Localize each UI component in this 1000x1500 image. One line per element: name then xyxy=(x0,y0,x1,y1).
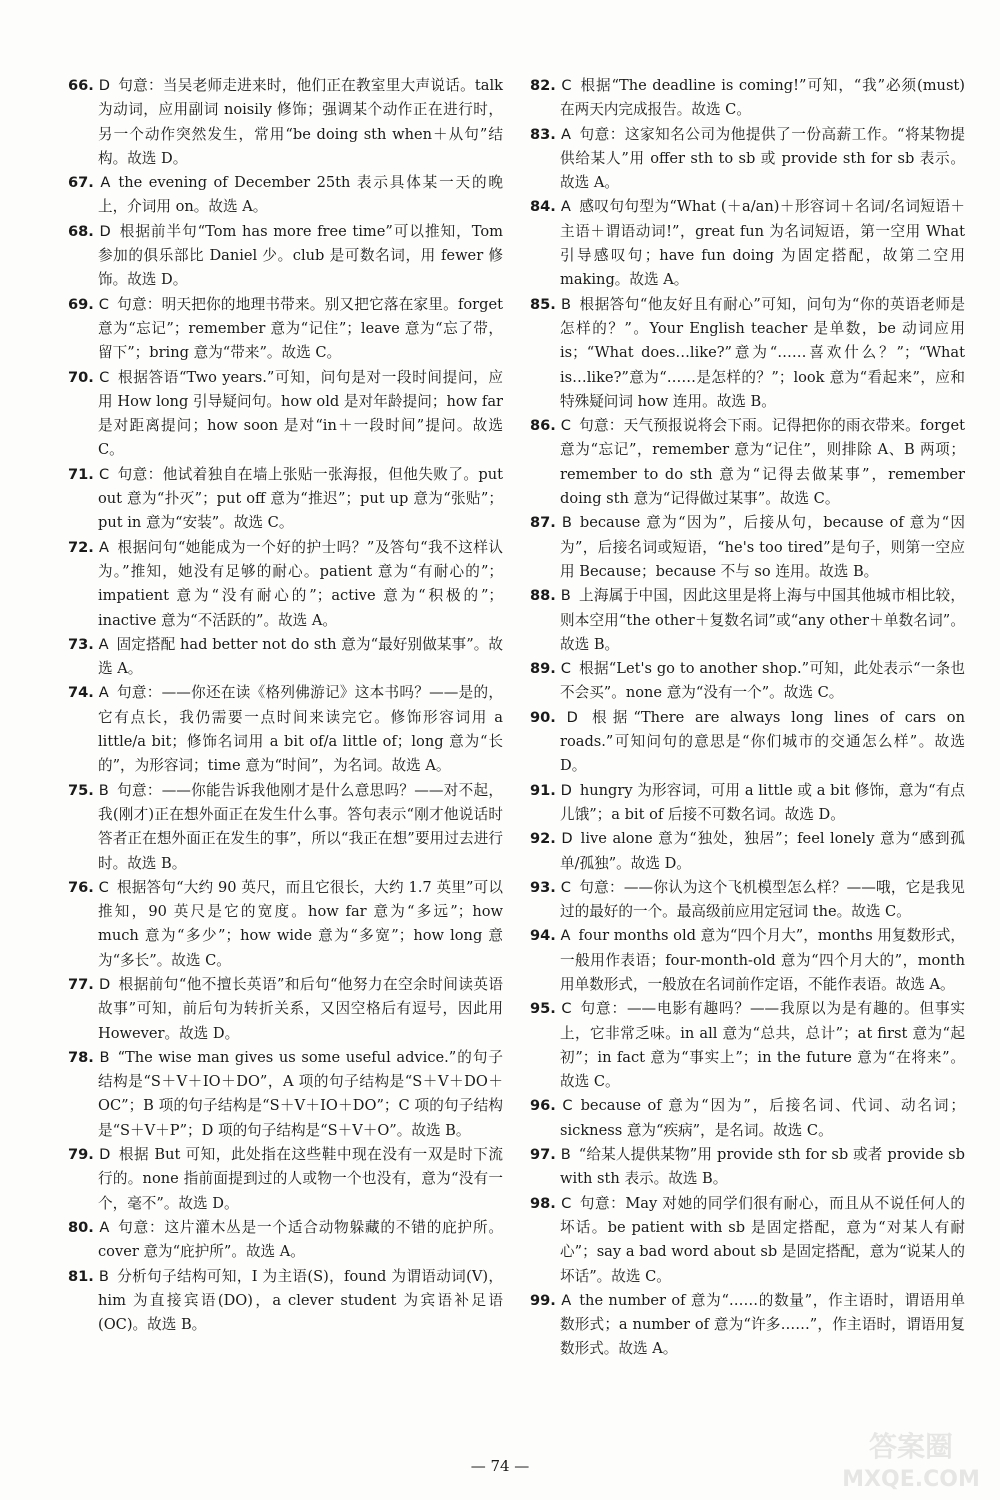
explanation-text: 根据“The deadline is coming!”可知，“我”必须(must)在两天内完成报告。故选 C。 xyxy=(560,77,965,119)
answer-letter: B xyxy=(560,1146,571,1164)
answer-entry xyxy=(68,366,503,463)
explanation-text: the number of 意为“……的数量”，作主语时，谓语用单数形式；a number of 意为“许多……”，作主语时，谓语用复数形式。故选 A。 xyxy=(560,1291,965,1358)
question-number: 86. xyxy=(530,417,556,435)
answer-letter: A xyxy=(100,174,111,192)
answer-entry xyxy=(530,924,965,997)
answer-letter: C xyxy=(562,1097,573,1115)
explanation-text: 句意：天气预报说将会下雨。记得把你的雨衣带来。forget 意为“忘记”，remember 意为“记住”，则排除 A、B 两项；remember to do sth 意为“记得去做某事”，remember doing sth 意为“记得做过某事”。故选 C。 xyxy=(560,417,966,508)
answer-letter: D xyxy=(560,781,572,799)
explanation-text: 根据答句“他友好且有耐心”可知，问句为“你的英语老师是怎样的？”。Your English teacher 是单数，be 动词应用 is；“What does…like?”意为“……喜欢什么？”；“What is…like?”意为“……是怎样的？”；look 意为“看起来”，应和特殊疑问词 how 连用。故选 B。 xyxy=(560,295,965,410)
explanation-text: “The wise man gives us some useful advice.”的句子结构是“S＋V＋IO＋DO”，A 项的句子结构是“S＋V＋DO＋OC”；B 项的句子结构是“S＋V＋IO＋DO”；C 项的句子结构是“S＋V＋P”；D 项的句子结构是“S＋V＋O”。故选 B。 xyxy=(98,1048,503,1139)
explanation-text: 句意：这片灌木丛是一个适合动物躲藏的不错的庇护所。cover 意为“庇护所”。故选 A。 xyxy=(98,1218,503,1261)
answer-letter: A xyxy=(560,927,571,945)
answer-entry xyxy=(68,973,503,1046)
question-number: 98. xyxy=(530,1194,556,1212)
explanation-text: 根据答句“大约 90 英尺，而且它很长，大约 1.7 英里”可以推知，90 英尺是它的宽度。how far 意为“多远”；how much 意为“多少”；how wide 意为“多宽”；how long 意为“多长”。故选 C。 xyxy=(98,878,504,969)
answer-entry xyxy=(68,876,503,973)
explanation-text: live alone 意为“独处，独居”；feel lonely 意为“感到孤单/孤独”。故选 D。 xyxy=(560,830,966,872)
answer-entry xyxy=(530,876,965,925)
answer-entry xyxy=(530,414,965,511)
watermark-line1: 答案圈 xyxy=(868,1430,954,1463)
explanation-text: 根据答语“Two years.”可知，问句是对一段时间提问，应用 How long 引导疑问句。how old 是对年龄提问；how far 是对距离提问；how soon 是对“in＋一段时间”提问。故选 C。 xyxy=(98,368,503,459)
question-number: 96. xyxy=(530,1097,556,1115)
answer-letter: C xyxy=(561,1000,572,1018)
left-column xyxy=(68,74,503,1337)
answer-letter: B xyxy=(561,295,572,313)
page-number: — 74 — xyxy=(470,1457,530,1475)
question-number: 91. xyxy=(530,781,556,799)
answer-letter: D xyxy=(566,708,578,726)
answer-entry xyxy=(68,463,503,536)
question-number: 95. xyxy=(530,1000,556,1018)
question-number: 88. xyxy=(530,587,556,605)
explanation-text: hungry 为形容词，可用 a little 或 a bit 修饰，意为“有点儿饿”；a bit of 后接不可数名词。故选 D。 xyxy=(560,781,966,823)
answer-letter: B xyxy=(98,1267,109,1285)
answer-letter: A xyxy=(99,538,109,556)
answer-entry xyxy=(530,1094,965,1143)
answer-letter: C xyxy=(561,1194,572,1212)
explanation-text: because 意为“因为”，后接从句，because of 意为“因为”，后接名词或短语，“he's too tired”是句子，则第一空应用 Because；because 不与 so 连用。故选 B。 xyxy=(560,514,965,580)
answer-letter: A xyxy=(561,125,572,143)
answer-letter: C xyxy=(560,878,571,896)
answer-letter: C xyxy=(98,465,110,483)
explanation-text: 固定搭配 had better not do sth 意为“最好别做某事”。故选 A。 xyxy=(98,635,503,678)
answer-letter: B xyxy=(98,781,109,799)
explanation-text: because of 意为“因为”，后接名词、代词、动名词；sickness 意为“疾病”，是名词。故选 C。 xyxy=(560,1097,965,1139)
answer-entry xyxy=(530,1289,965,1362)
explanation-text: 句意：他试着独自在墙上张贴一张海报，但他失败了。put out 意为“扑灭”；put off 意为“推迟”；put up 意为“张贴”；put in 意为“安装”。故选 C。 xyxy=(98,465,504,532)
question-number: 83. xyxy=(530,125,556,143)
question-number: 85. xyxy=(530,295,556,313)
explanation-text: the evening of December 25th 表示具体某一天的晚上，介词用 on。故选 A。 xyxy=(98,174,503,216)
answer-entry xyxy=(530,511,965,584)
question-number: 90. xyxy=(530,708,556,726)
explanation-text: 句意：这家知名公司为他提供了一份高薪工作。“将某物提供给某人”用 offer sth to sb 或 provide sth for sb 表示。故选 A。 xyxy=(560,125,965,192)
question-number: 68. xyxy=(68,222,94,240)
answer-entry xyxy=(68,536,503,633)
explanation-text: 根据“Let's go to another shop.”可知，此处表示“一条也不会买”。none 意为“没有一个”。故选 C。 xyxy=(560,660,965,702)
answer-entry xyxy=(68,633,503,682)
answer-entry xyxy=(530,1192,965,1289)
question-number: 84. xyxy=(530,198,556,216)
answer-letter: C xyxy=(99,368,110,386)
answer-entry xyxy=(68,220,503,293)
explanation-text: 根据前半句“Tom has more free time”可以推知，Tom 参加的俱乐部比 Daniel 少。club 是可数名词，用 fewer 修饰。故选 D。 xyxy=(98,222,503,289)
question-number: 72. xyxy=(68,538,94,556)
question-number: 87. xyxy=(530,514,556,532)
answer-entry xyxy=(68,1265,503,1338)
explanation-text: 句意：——你认为这个飞机模型怎么样？——哦，它是我见过的最好的一个。最高级前应用定冠词 the。故选 C。 xyxy=(560,878,965,921)
answer-entry xyxy=(530,827,965,876)
explanation-text: 上海属于中国，因此这里是将上海与中国其他城市相比较，则本空用“the other＋复数名词”或“any other＋单数名词”。故选 B。 xyxy=(560,587,965,653)
answer-entry xyxy=(530,997,965,1094)
explanation-text: four months old 意为“四个月大”，months 用复数形式，一般用作表语；four-month-old 意为“四个月大的”，month 用单数形式，一般放在名词前作定语，不能作表语。故选 A。 xyxy=(560,927,966,993)
explanation-text: 句意：May 对她的同学们很有耐心，而且从不说任何人的坏话。be patient with sb 是固定搭配，意为“对某人有耐心”；say a bad word about sb 是固定搭配，意为“说某人的坏话”。故选 C。 xyxy=(560,1194,966,1285)
explanation-text: 句意：明天把你的地理书带来。别又把它落在家里。forget 意为“忘记”；remember 意为“记住”；leave 意为“忘了带，留下”；bring 意为“带来”。故选 C。 xyxy=(98,295,504,362)
answer-letter: C xyxy=(560,417,571,435)
answer-letter: A xyxy=(98,635,109,653)
explanation-text: 感叹句句型为“What (＋a/an)＋形容词＋名词/名词短语＋主语＋谓语动词!”，great fun 为名词短语，第一空用 What 引导感叹句；have fun doing 为固定搭配，故第二空用 making。故选 A。 xyxy=(560,198,965,289)
answer-entry xyxy=(68,1143,503,1216)
explanation-text: “给某人提供某物”用 provide sth for sb 或者 provide sb with sth 表示。故选 B。 xyxy=(560,1146,966,1188)
answer-entry xyxy=(530,657,965,706)
explanation-text: 句意：——你还在读《格列佛游记》这本书吗？——是的，它有点长，我仍需要一点时间来读完它。修饰形容词用 a little/a bit；修饰名词用 a bit of/a little of；long 意为“长的”，为形容词；time 意为“时间”，为名词。故选 A。 xyxy=(98,684,503,775)
explanation-text: 分析句子结构可知，I 为主语(S)，found 为谓语动词(V)，him 为直接宾语(DO)，a clever student 为宾语补足语(OC)。故选 B。 xyxy=(98,1267,503,1334)
answer-letter: B xyxy=(561,514,572,532)
right-column xyxy=(530,74,965,1362)
question-number: 75. xyxy=(68,781,94,799)
answer-entry xyxy=(530,584,965,657)
question-number: 71. xyxy=(68,465,94,483)
answer-entry xyxy=(68,779,503,876)
explanation-text: 句意：当吴老师走进来时，他们正在教室里大声说话。talk 为动词，应用副词 noisily 修饰；强调某个动作正在进行时，另一个动作突然发生，常用“be doing sth when＋从句”结构。故选 D。 xyxy=(98,77,503,167)
explanation-text: 根据 But 可知，此处指在这些鞋中现在没有一双是时下流行的。none 指前面提到过的人或物一个也没有，意为“没有一个，毫不”。故选 D。 xyxy=(98,1146,503,1212)
answer-letter: D xyxy=(99,222,111,240)
answer-entry xyxy=(68,293,503,366)
question-number: 97. xyxy=(530,1146,556,1164)
question-number: 77. xyxy=(68,975,94,993)
answer-entry xyxy=(68,171,503,220)
answer-letter: A xyxy=(98,684,109,702)
answer-entry xyxy=(68,1046,503,1143)
answer-letter: A xyxy=(561,1291,572,1309)
answer-letter: D xyxy=(98,77,111,94)
question-number: 70. xyxy=(68,368,94,386)
question-number: 92. xyxy=(530,830,556,848)
watermark-line2: MXQE.COM xyxy=(842,1467,980,1492)
answer-entry xyxy=(530,1143,965,1192)
question-number: 66. xyxy=(68,77,94,94)
answer-letter: C xyxy=(98,295,109,313)
explanation-text: 句意：——你能告诉我他刚才是什么意思吗？——对不起，我(刚才)正在想外面正在发生什么事。答句表示“刚才他说话时答者正在想外面正在发生的事”，所以“我正在想”要用过去进行时。故选 B。 xyxy=(98,781,503,872)
explanation-text: 根据问句“她能成为一个好的护士吗？”及答句“我不这样认为。”推知，她没有足够的耐心。patient 意为“有耐心的”；impatient 意为“没有耐心的”；active 意为“积极的”；inactive 意为“不活跃的”。故选 A。 xyxy=(98,538,503,629)
answer-entry xyxy=(530,293,965,414)
explanation-text: 根据前句“他不擅长英语”和后句“他努力在空余时间读英语故事”可知，前后句为转折关系，又因空格后有逗号，因此用 However。故选 D。 xyxy=(98,975,503,1042)
answer-entry xyxy=(68,1216,503,1265)
question-number: 80. xyxy=(68,1218,94,1236)
answer-entry xyxy=(530,195,965,292)
answer-letter: B xyxy=(560,587,571,605)
answer-entry xyxy=(530,779,965,828)
question-number: 74. xyxy=(68,684,94,702)
question-number: 76. xyxy=(68,878,94,896)
question-number: 82. xyxy=(530,77,556,94)
question-number: 99. xyxy=(530,1291,556,1309)
answer-entry xyxy=(530,123,965,196)
question-number: 81. xyxy=(68,1267,94,1285)
question-number: 79. xyxy=(68,1146,94,1164)
explanation-text: 根据“There are always long lines of cars on roads.”可知问句的意思是“你们城市的交通怎么样”。故选 D。 xyxy=(560,708,965,775)
answer-letter: C xyxy=(560,660,571,678)
question-number: 73. xyxy=(68,635,94,653)
answer-letter: D xyxy=(561,830,573,848)
answer-letter: B xyxy=(99,1048,110,1066)
answer-letter: C xyxy=(561,77,572,94)
explanation-text: 句意：——电影有趣吗？——我原以为是有趣的。但事实上，它非常乏味。in all 意为“总共，总计”；at first 意为“起初”；in fact 意为“事实上”；in the future 意为“在将来”。故选 C。 xyxy=(560,1000,965,1091)
question-number: 67. xyxy=(68,174,94,192)
answer-entry xyxy=(530,74,965,123)
answer-entry xyxy=(68,681,503,778)
answer-letter: A xyxy=(99,1218,110,1236)
question-number: 94. xyxy=(530,927,556,945)
question-number: 93. xyxy=(530,878,556,896)
answer-entry xyxy=(530,706,965,779)
answer-letter: A xyxy=(560,198,571,216)
answer-letter: D xyxy=(99,1146,111,1164)
question-number: 69. xyxy=(68,295,94,313)
answer-entry xyxy=(68,74,503,171)
question-number: 78. xyxy=(68,1048,94,1066)
answer-letter: D xyxy=(98,975,111,993)
watermark-logo xyxy=(836,1424,986,1494)
answer-letter: C xyxy=(98,878,109,896)
question-number: 89. xyxy=(530,660,556,678)
